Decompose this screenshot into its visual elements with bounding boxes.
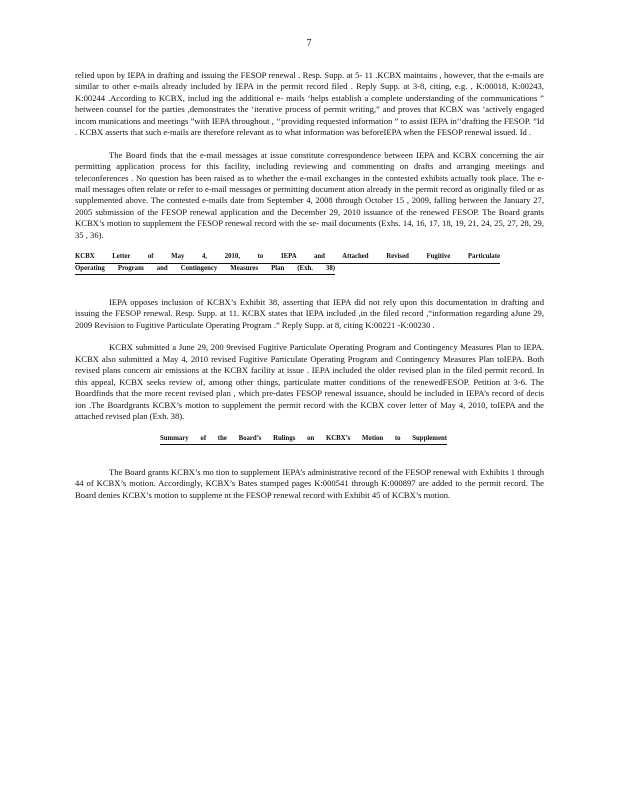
paragraph-kcbx-submitted: KCBX submitted a June 29, 200 9revised Fugitive Particulate Operating Program and Contingency Measures Plan to IEPA. KCBX also submitted a May 4, 2010 revised Fugitive Particulate Operating Program and Contingency Measures Plan toIEPA. Both revised plans concern air emissions at the KCBX facility at issue . IEPA included the older revised plan in the filed permit record. In this appeal, KCBX seeks review of, among other things, particulate matter conditions of the renewedFESOP. Petition at 3-6. The Boardfinds that the more recent revised plan , which pre-dates FESOP renewal issuance, should be included in IEPA’s record of decis ion .The Boardgrants KCBX’s motion to supplement the permit record with the KCBX cover letter of May 4, 2010, toIEPA and the attached revised plan (Exh. 38). — [75, 342, 544, 421]
page-number: 7 — [306, 38, 312, 49]
section-heading-line-2: Operating Program and Contingency Measures Plan (Exh. 38) — [75, 264, 335, 275]
section-heading-line-1: KCBX Letter of May 4, 2010, to IEPA and Attached Revised Fugitive Particulate — [75, 252, 500, 263]
paragraph-board-finds-emails: The Board finds that the e-mail messages at issue constitute correspondence between IEPA and KCBX concerning the air permitting application process for this facility, including reviewing and commenting on drafts and arranging meetings and teleconferences . No question has been raised as to whether the e-mail exchanges in the contested exhibits actually took place. The e-mail messages often relate or refer to e-mail messages or permitting document ation already in the permit record as originally filed or as supplemented above. The contested e-mails date from September 4, 2008 through October 15 , 2009, falling between the January 27, 2005 submission of the FESOP renewal application and the December 29, 2010 issuance of the renewed FESOP. The Board grants KCBX’s motion to supplement the FESOP renewal record with the se- mail documents (Exhs. 14, 16, 17, 18, 19, 21, 24, 25, 27, 28, 29, 35 , 36). — [75, 149, 544, 240]
section-heading-exhibit-38 — [75, 252, 500, 274]
paragraph-relied-upon: relied upon by IEPA in drafting and issuing the FESOP renewal . Resp. Supp. at 5- 11 .KCBX maintains , however, that the e-mails are similar to other e-mails already included by IEPA in the permit record filed . Reply Supp. at 3-8, citing, e.g. , K:00018, K:00243, K:00244 .According to KCBX, includ ing the additional e- mails ‘helps establish a complete understanding of the communications ” between counsel for the parties ,demonstrates the ‘iterative process of permit writing,” and proves that KCBX was ‘actively engaged incom munications and meetings ”with IEPA throughout , ‘‘providing requested information ” to assist IEPA in‘‘drafting the FESOP. ”Id . KCBX asserts that such e-mails are therefore relevant as to what information was beforeIEPA when the FESOP renewal issued. Id . — [75, 70, 544, 138]
paragraph-iepa-opposes: IEPA opposes inclusion of KCBX’s Exhibit 38, asserting that IEPA did not rely upon this documentation in drafting and issuing the FESOP renewal. Resp. Supp. at 11. KCBX states that IEPA included ,in the filed record ,“information regarding aJune 29, 2009 Revision to Fugitive Particulate Operating Program .” Reply Supp. at 8, citing K:00221 -K:00230 . — [75, 296, 544, 330]
document-body — [75, 70, 544, 513]
paragraph-board-grants: The Board grants KCBX’s mo tion to supplement IEPA’s administrative record of the FESOP renewal with Exhibits 1 through 44 of KCBX’s motion. Accordingly, KCBX’s Bates stamped pages K:000541 through K:000897 are added to the permit record. The Board denies KCBX’s motion to suppleme nt the FESOP renewal record with Exhibit 45 of KCBX’s motion. — [75, 466, 544, 500]
section-heading-summary: Summary of the Board’s Rulings on KCBX’s Motion to Supplement — [160, 434, 447, 445]
